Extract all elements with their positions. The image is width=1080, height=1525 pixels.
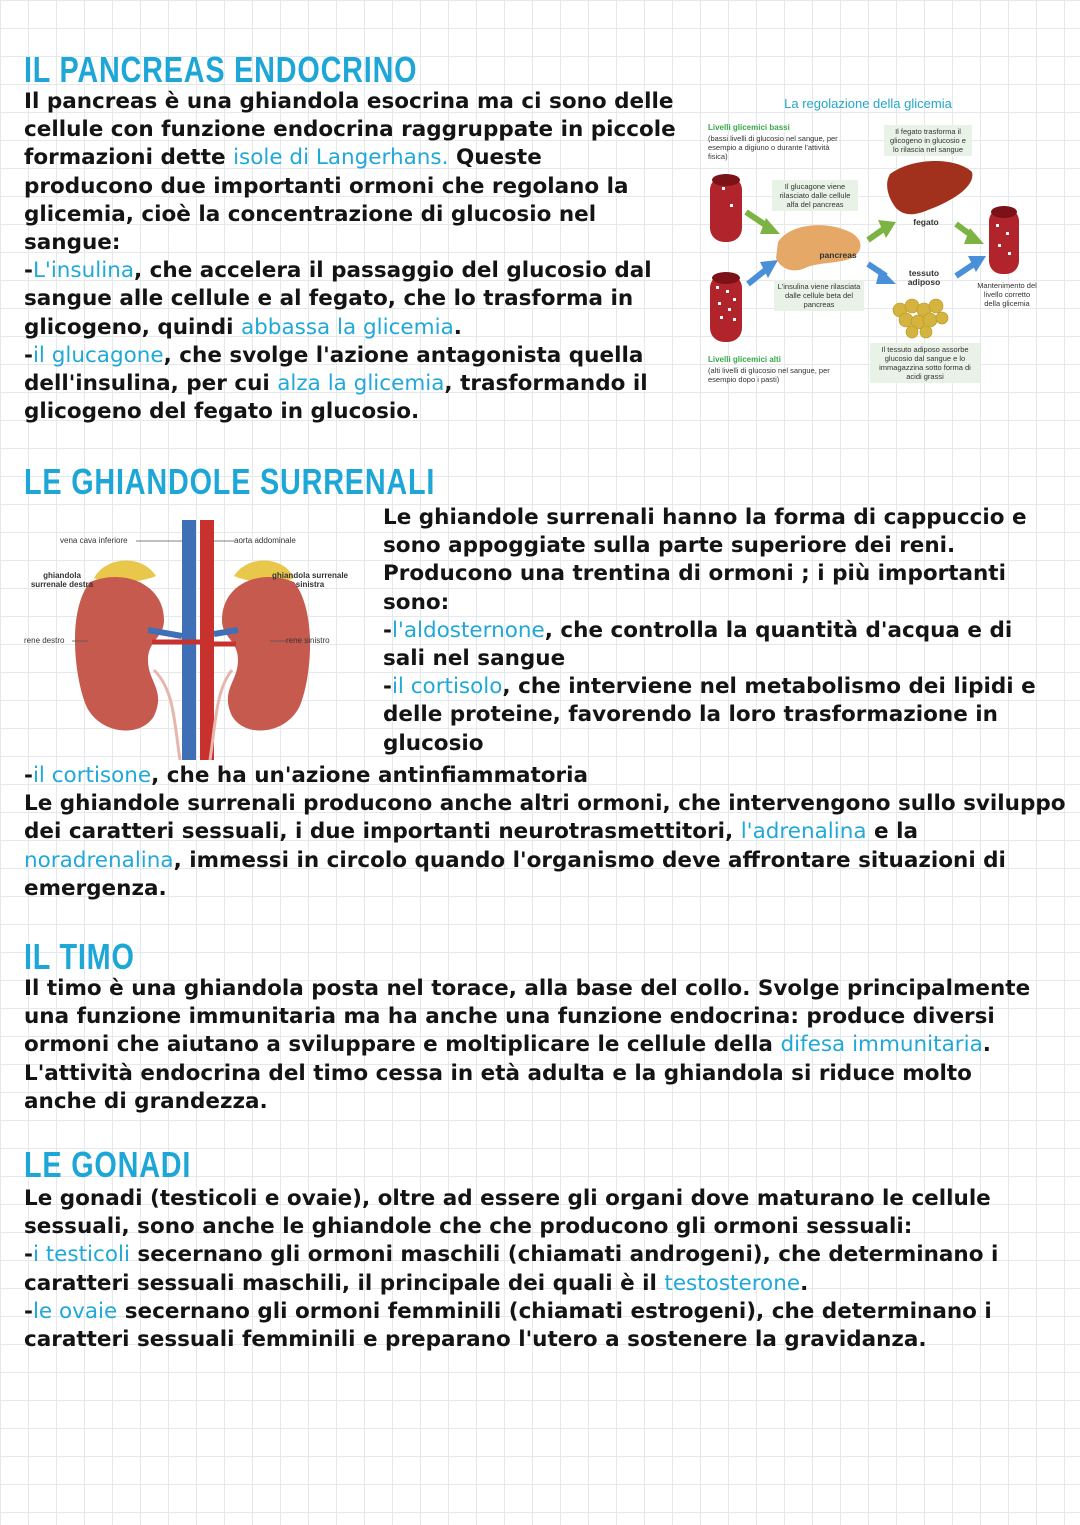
highlighted-term: difesa immunitaria (780, 1032, 983, 1058)
line-text: sono appoggiate sulla parte superiore dei reni. (383, 533, 956, 559)
line-text: , immessi in circolo quando l'organismo deve affrontare situazioni di (173, 847, 1006, 873)
line-text: delle proteine, favorendo la loro trasformazione in (383, 702, 998, 728)
line-text: glicogeno, quindi (24, 314, 241, 340)
line-text: Il timo è una ghiandola posta nel torace, alla base del collo. Svolge principalmente (24, 976, 1031, 1001)
line-text: - (24, 763, 33, 788)
line-text: - (383, 617, 392, 643)
line-text: producono due importanti ormoni che regolano la (24, 173, 629, 199)
line-text: Producono una trentina di ormoni ; i più importanti (383, 561, 1006, 587)
high-levels-desc: (alti livelli di glucosio nel sangue, per esempio dopo i pasti) (708, 366, 830, 384)
highlighted-term: L'insulina (32, 258, 135, 284)
text-line (383, 532, 1036, 560)
line-text: caratteri sessuali maschili, il principale dei quali è il (24, 1270, 665, 1296)
text-line (24, 875, 1066, 903)
text-line (24, 314, 676, 342)
line-text: Le ghiandole surrenali producono anche altri ormoni, che intervengono sullo sviluppo (24, 791, 1066, 817)
line-text: , che ha un'azione antinfiammatoria (151, 763, 589, 788)
pancreas-text (24, 88, 676, 426)
text-line (383, 673, 1036, 701)
text-line (24, 285, 676, 313)
liver-label: fegato (913, 217, 939, 227)
text-line (24, 88, 676, 116)
text-line (383, 645, 1036, 673)
text-line (24, 1003, 1030, 1031)
text-line (24, 1326, 998, 1354)
line-text: cellule con funzione endocrina raggruppate in piccole (24, 117, 676, 143)
glucagon-box: Il glucagone viene rilasciato dalle cellule alfa del pancreas (772, 180, 858, 211)
glycemia-diagram (700, 92, 1037, 392)
line-text: , che svolge l'azione antagonista quella (163, 342, 644, 368)
highlighted-term: il cortisolo (391, 674, 503, 700)
highlighted-term: testosterone (664, 1270, 801, 1296)
blood-vessel-low-icon (710, 174, 742, 242)
insulin-box: L'insulina viene rilasciata dalle cellule beta del pancreas (774, 280, 864, 311)
highlighted-term: isole di Langerhans. (233, 145, 449, 171)
line-text: . (453, 314, 462, 340)
line-text: secernano gli ormoni femminili (chiamati estrogeni), che determinano i (117, 1298, 992, 1324)
text-line (24, 847, 1066, 875)
highlighted-term: i testicoli (32, 1242, 130, 1268)
pancreas-heading: IL PANCREAS ENDOCRINO (24, 49, 418, 90)
aorta-icon (200, 520, 214, 760)
adrenal-side-text (383, 504, 1036, 758)
text-line (383, 589, 1036, 617)
line-text: caratteri sessuali femminili e preparano l'utero a sostenere la gravidanza. (24, 1327, 927, 1353)
line-text: sangue: (24, 230, 121, 256)
text-line (24, 229, 676, 257)
line-text: glicemia, cioè la concentrazione di glucosio nel (24, 201, 597, 227)
line-text: - (24, 1242, 33, 1268)
adrenal-right-label: ghiandola surrenale destra (30, 571, 94, 589)
aorta-label: aorta addominale (234, 536, 296, 545)
line-text: Il pancreas è una ghiandola esocrina ma ci sono delle (24, 89, 674, 114)
blood-vessel-normal-icon (989, 206, 1019, 274)
line-text: sessuali, sono anche le ghiandole che che producono gli ormoni sessuali: (24, 1214, 913, 1240)
text-line (24, 1088, 1030, 1116)
text-line (24, 1241, 998, 1269)
kidney-left-icon (222, 577, 310, 731)
gonads-text (24, 1185, 998, 1354)
thymus-heading: IL TIMO (24, 936, 135, 977)
adrenal-full-text (24, 762, 1066, 903)
line-text: secernano gli ormoni maschili (chiamati androgeni), che determinano i (129, 1242, 999, 1268)
low-levels-desc: (bassi livelli di glucosio nel sangue, per esempio a digiuno o durante l'attività fisica) (708, 134, 838, 161)
line-text: sali nel sangue (383, 646, 566, 672)
text-line (24, 1031, 1030, 1059)
high-levels-title: Livelli glicemici alti (708, 355, 781, 364)
text-line (24, 201, 676, 229)
adipose-tissue-icon (893, 299, 948, 338)
diagram-title: La regolazione della glicemia (784, 96, 952, 111)
line-text: L'attività endocrina del timo cessa in età adulta e la ghiandola si riduce molto (24, 1060, 972, 1086)
line-text: Le ghiandole surrenali hanno la forma di cappuccio e (383, 505, 1027, 530)
text-line (24, 1298, 998, 1326)
line-text: - (24, 342, 33, 368)
highlighted-term: l'aldosternone (391, 617, 545, 643)
maintain-label: Mantenimento del livello corretto della glicemia (977, 281, 1037, 308)
text-line (383, 504, 1036, 532)
line-text: , che interviene nel metabolismo dei lipidi e (502, 674, 1036, 700)
line-text: glucosio (383, 730, 484, 756)
text-line (383, 730, 1036, 758)
text-line (24, 342, 676, 370)
adipose-label: tessuto adiposo (907, 268, 941, 287)
text-line (24, 790, 1066, 818)
text-line (24, 1270, 998, 1298)
highlighted-term: abbassa la glicemia (240, 314, 454, 340)
text-line (24, 257, 676, 285)
adipose-box: Il tessuto adiposo assorbe glucosio dal sangue e lo immagazzina sotto forma di acidi grassi (870, 343, 980, 383)
line-text: , trasformando il (444, 371, 648, 397)
line-text: glicogeno del fegato in glucosio. (24, 399, 420, 425)
liver-box: Il fegato trasforma il glicogeno in glucosio e lo rilascia nel sangue (884, 125, 972, 156)
text-line (24, 173, 676, 201)
kidney-left-label: rene sinistro (286, 636, 330, 645)
blood-vessel-high-icon (710, 272, 742, 342)
line-text: - (383, 674, 392, 700)
line-text: sono: (383, 589, 450, 615)
line-text: . (800, 1270, 809, 1296)
highlighted-term: alza la glicemia (277, 371, 445, 397)
vena-cava-label: vena cava inferiore (60, 536, 128, 545)
highlighted-term: il cortisone (32, 763, 152, 788)
line-text: Le gonadi (testicoli e ovaie), oltre ad essere gli organi dove maturano le cellule (24, 1186, 991, 1211)
text-line (24, 818, 1066, 846)
pancreas-label: pancreas (819, 250, 857, 260)
line-text: Queste (448, 145, 542, 171)
adrenal-left-label: ghiandola surrenale sinistra (271, 571, 349, 589)
line-text: e la (866, 819, 918, 845)
adrenal-heading: LE GHIANDOLE SURRENALI (24, 461, 436, 502)
kidney-right-icon (75, 577, 164, 731)
gonads-heading: LE GONADI (24, 1144, 192, 1185)
line-text: dell'insulina, per cui (24, 371, 278, 397)
text-line (24, 1060, 1030, 1088)
line-text: ormoni che aiutano a sviluppare e moltiplicare le cellule della (24, 1032, 781, 1058)
text-line (24, 144, 676, 172)
line-text: emergenza. (24, 875, 167, 901)
text-line (383, 560, 1036, 588)
liver-icon (887, 161, 972, 214)
text-line (24, 370, 676, 398)
line-text: anche di grandezza. (24, 1088, 268, 1114)
highlighted-term: il glucagone (32, 342, 164, 368)
text-line (383, 701, 1036, 729)
adrenal-anatomy-figure (24, 520, 354, 760)
text-line (24, 398, 676, 426)
pancreas-icon (776, 225, 860, 270)
text-line (383, 617, 1036, 645)
line-text: formazioni dette (24, 145, 234, 171)
text-line (24, 1213, 998, 1241)
highlighted-term: l'adrenalina (740, 819, 867, 845)
highlighted-term: noradrenalina (24, 847, 174, 873)
highlighted-term: le ovaie (32, 1298, 118, 1324)
line-text: , che accelera il passaggio del glucosio dal (134, 258, 652, 284)
line-text: - (24, 258, 33, 284)
kidney-right-label: rene destro (24, 636, 65, 645)
low-levels-title: Livelli glicemici bassi (708, 123, 790, 132)
line-text: . (982, 1032, 991, 1058)
line-text: , che controlla la quantità d'acqua e di (544, 617, 1013, 643)
line-text: - (24, 1298, 33, 1324)
thymus-text (24, 975, 1030, 1116)
diagram-graphics (700, 92, 1030, 392)
text-line (24, 762, 1066, 790)
text-line (24, 975, 1030, 1003)
text-line (24, 1185, 998, 1213)
line-text: dei caratteri sessuali, i due importanti neurotrasmettitori, (24, 819, 741, 845)
line-text: una funzione immunitaria ma ha anche una funzione endocrina: produce diversi (24, 1004, 995, 1030)
text-line (24, 116, 676, 144)
line-text: sangue alle cellule e al fegato, che lo trasforma in (24, 286, 634, 312)
